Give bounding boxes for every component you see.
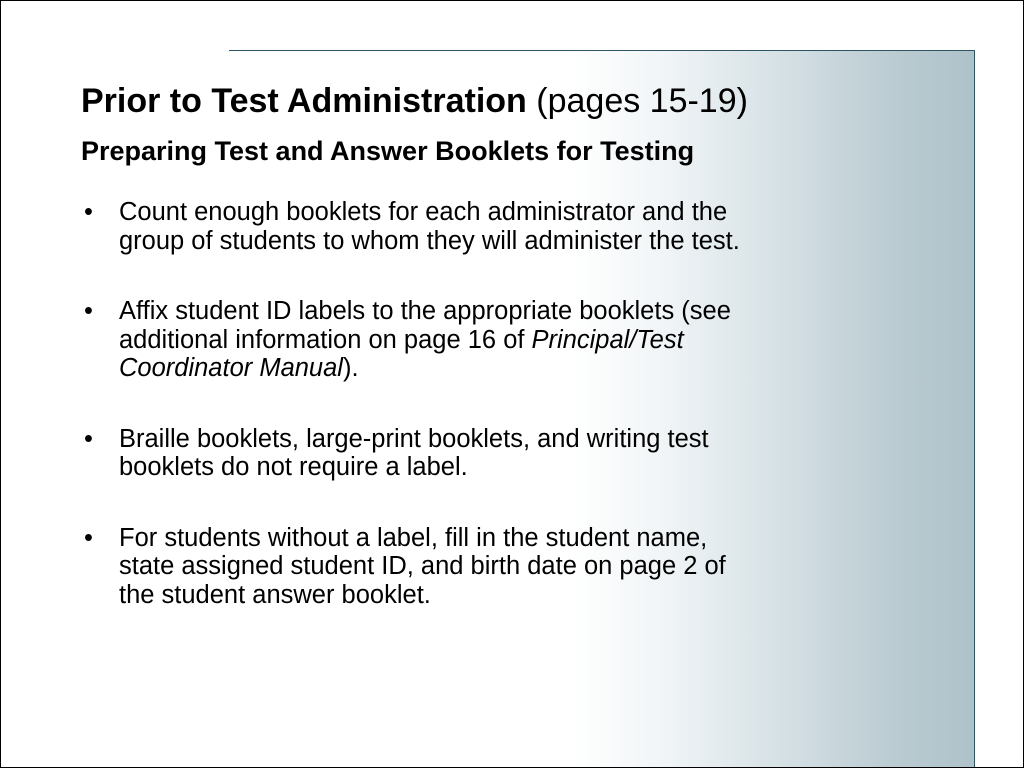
- bullet-text-line: Affix student ID labels to the appropriate booklets (see: [119, 297, 731, 325]
- slide-content: [81, 79, 941, 651]
- slide-title: [81, 79, 941, 123]
- bullet-text-line: the student answer booklet.: [119, 580, 431, 609]
- manual-title-italic: Coordinator Manual: [119, 354, 343, 382]
- title-main: Prior to Test Administration: [81, 82, 527, 120]
- bullet-list: [81, 198, 941, 609]
- bullet-text-line: state assigned student ID, and birth date on page 2 of: [119, 552, 726, 580]
- manual-title-italic: Principal/Test: [531, 325, 684, 354]
- bullet-item-fill-in-info: [81, 524, 941, 610]
- bullet-text-line: For students without a label, fill in the student name,: [119, 523, 708, 552]
- bullet-text-line: [119, 354, 941, 383]
- bullet-text-line: Braille booklets, large-print booklets, and writing test: [119, 424, 709, 453]
- bullet-icon: •: [84, 297, 93, 325]
- bullet-text-segment: ).: [342, 354, 359, 382]
- bullet-text-line: [119, 326, 941, 355]
- bullet-text-line: booklets do not require a label.: [119, 453, 468, 481]
- bullet-text-segment: additional information on page 16 of: [119, 325, 532, 354]
- bullet-text-line: group of students to whom they will administer the test.: [119, 226, 740, 255]
- bullet-item-count-booklets: [81, 198, 941, 255]
- bullet-text-line: Count enough booklets for each administrator and the: [119, 198, 728, 226]
- bullet-icon: •: [84, 198, 93, 226]
- bullet-icon: •: [84, 523, 93, 552]
- title-page-range: (pages 15-19): [536, 82, 748, 120]
- bullet-item-affix-labels: [81, 297, 941, 383]
- slide-subtitle: Preparing Test and Answer Booklets for Testing: [81, 136, 695, 166]
- bullet-icon: •: [84, 424, 93, 453]
- bullet-item-no-label-booklets: [81, 425, 941, 482]
